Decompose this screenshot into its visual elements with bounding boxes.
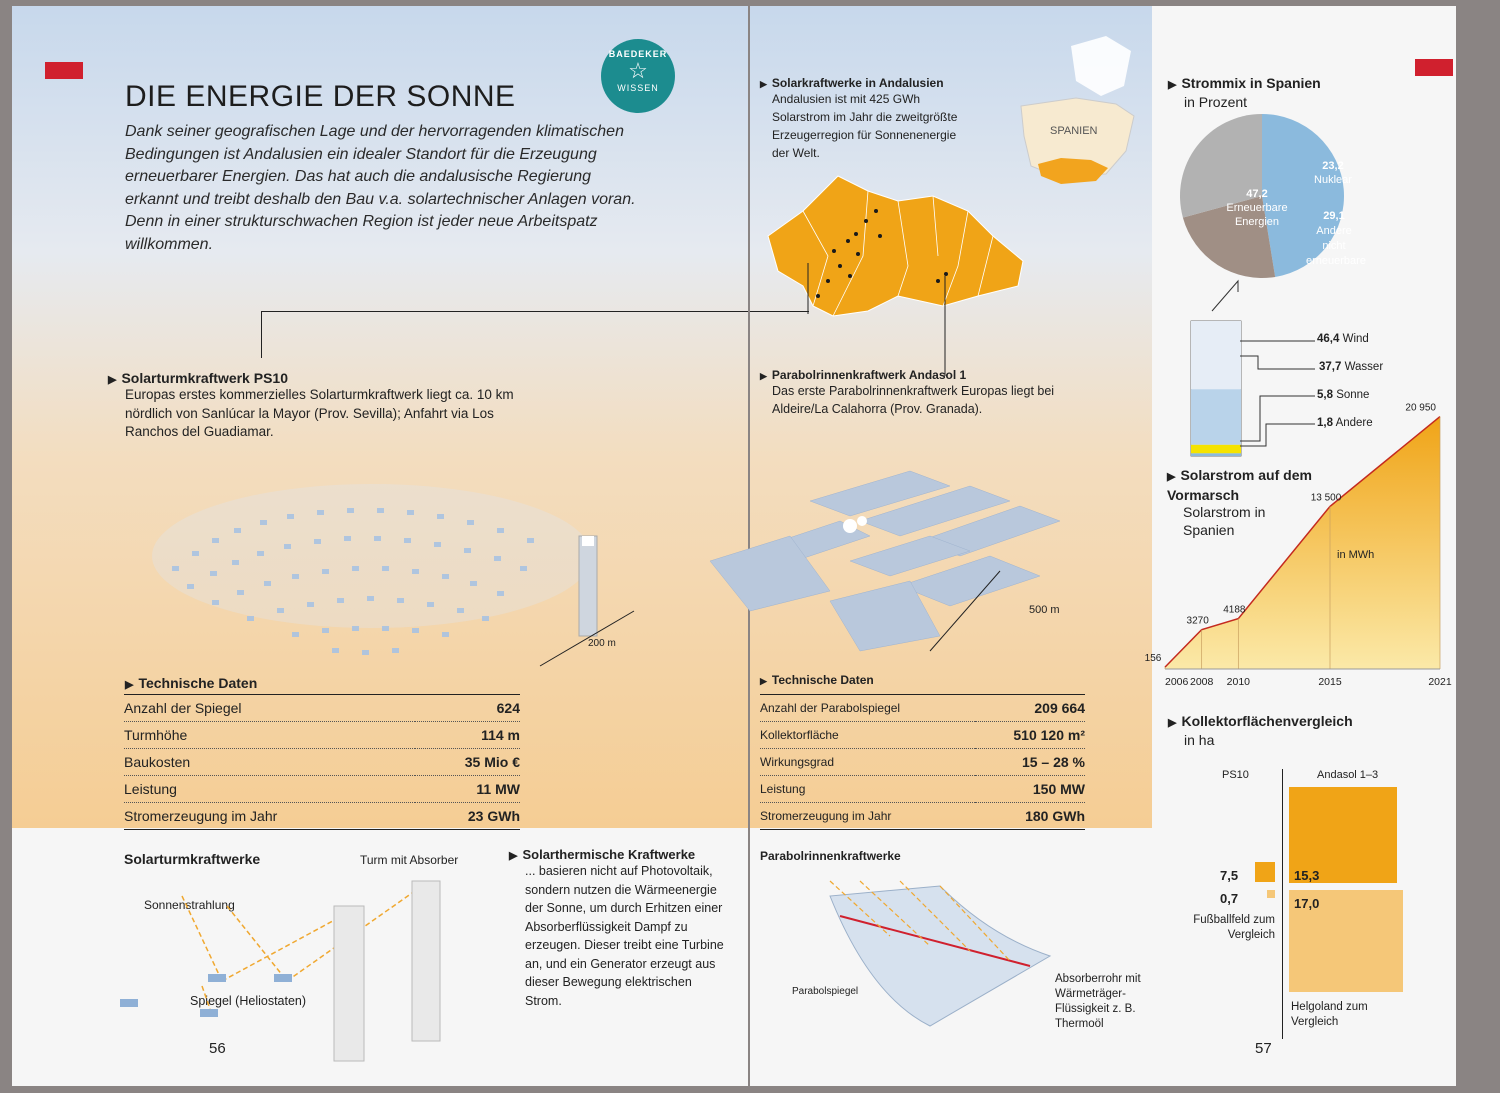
triangle-bullet-icon: ▶: [509, 850, 518, 862]
solarturm-diagram: [112, 866, 452, 1066]
triangle-bullet-icon: ▶: [125, 679, 134, 691]
bar-label-wasser: [1319, 361, 1383, 373]
strommix-title: Strommix in Spanien: [1181, 75, 1321, 91]
x-tick-label: 2021: [1428, 676, 1452, 688]
table-row: [124, 749, 520, 776]
left-page: [12, 6, 748, 1086]
slice-label-erneuerbare: [1207, 187, 1307, 229]
table-row: [124, 803, 520, 830]
kollektor-subtitle: in ha: [1184, 732, 1215, 748]
row-label: Stromerzeugung im Jahr: [760, 803, 975, 830]
andasol-text: Das erste Parabolrinnenkraftwerk Europas liegt bei Aldeire/La Calahorra (Prov. Granada).: [772, 384, 1055, 416]
andasol-scale-label: 500 m: [1029, 604, 1060, 616]
slice-value: 23,2: [1322, 160, 1344, 172]
slice-value: 47,2: [1246, 188, 1268, 200]
value-ps10: 7,5: [1220, 868, 1239, 883]
rays-label: Sonnenstrahlung: [144, 898, 235, 912]
intro-text: Dank seiner geografischen Lage und der hervorragenden klimatischen Bedingungen ist Andalusien ein idealer Standort für die Erzeugung erneuerbarer Energien. Das hat auch die andalusische Regierung erkannt und treibt deshalb den Bau v.a. solartechnischer Anlagen voran. Denn in einer strukturschwachen Region ist jeder neue Arbeitspatz willkommen.: [125, 123, 636, 253]
bar-value: 5,8: [1317, 389, 1333, 401]
kollektor-title: Kollektorflächenvergleich: [1181, 713, 1353, 729]
tech-data-left-heading: [125, 675, 257, 691]
divider-line: [1282, 769, 1283, 1039]
solartherm-title: Solarthermische Kraftwerke: [522, 847, 696, 862]
row-value: 624: [415, 695, 520, 722]
red-tab-marker: [45, 62, 83, 79]
tech-data-right-title: Technische Daten: [771, 673, 874, 687]
x-tick-label: 2008: [1189, 676, 1214, 688]
row-value: 150 MW: [975, 776, 1085, 803]
triangle-bullet-icon: ▶: [1168, 79, 1177, 91]
tech-data-left-table: [124, 694, 520, 830]
parabolic-field-illustration: [690, 461, 1070, 661]
data-label: 156: [1144, 653, 1162, 665]
row-label: Turmhöhe: [124, 722, 415, 749]
row-value: 180 GWh: [975, 803, 1085, 830]
row-label: Stromerzeugung im Jahr: [124, 803, 415, 830]
andalusien-text: Andalusien ist mit 425 GWh Solarstrom im Jahr die zweitgrößte Erzeugerregion für Sonnenenergie der Welt.: [772, 92, 958, 160]
bar-name: Wind: [1342, 333, 1369, 345]
solarstrom-subtitle: Solarstrom in Spanien: [1183, 504, 1266, 538]
slice-name: Andere nicht erneuerbare: [1306, 225, 1366, 267]
slice-label-nuklear: [1306, 159, 1360, 187]
red-tab-marker: [1415, 59, 1453, 76]
data-label: 13 500: [1310, 492, 1342, 504]
triangle-bullet-icon: ▶: [760, 79, 767, 89]
page-title: DIE ENERGIE DER SONNE: [125, 80, 516, 113]
bar-ps10: [1255, 862, 1275, 882]
solartherm-block: [509, 847, 729, 1010]
heliostat-field-illustration: [142, 476, 642, 676]
row-value: 114 m: [415, 722, 520, 749]
ps10-block: [108, 370, 528, 442]
badge-text-top: BAEDEKER: [608, 49, 668, 59]
tech-data-right-heading: [760, 673, 874, 687]
row-value: 209 664: [975, 695, 1085, 722]
solarstrom-chart: [1144, 391, 1452, 701]
row-label: Anzahl der Parabolspiegel: [760, 695, 975, 722]
value-helgoland: 17,0: [1294, 896, 1320, 911]
absorber-label: Absorberrohr mit Wärmeträger-Flüssigkeit z. B. Thermoöl: [1055, 973, 1141, 1030]
tech-data-left-title: Technische Daten: [138, 675, 258, 691]
bar-label-wind: [1317, 333, 1369, 345]
slice-name: Nuklear: [1314, 174, 1352, 186]
connector-line: [261, 311, 262, 358]
tower-label: Turm mit Absorber: [360, 853, 459, 867]
helgoland-label: Helgoland zum Vergleich: [1291, 1001, 1368, 1028]
solarstrom-unit: in MWh: [1337, 549, 1375, 561]
triangle-bullet-icon: ▶: [1168, 717, 1177, 729]
row-label: Baukosten: [124, 749, 415, 776]
bar-fussballfeld: [1267, 890, 1275, 898]
row-value: 15 – 28 %: [975, 749, 1085, 776]
connector-line: [750, 311, 809, 312]
strommix-heading: [1168, 75, 1321, 91]
kollektor-andasol-label: Andasol 1–3: [1317, 769, 1379, 781]
baedeker-wissen-badge: [601, 39, 675, 113]
table-row: [760, 803, 1085, 830]
row-value: 23 GWh: [415, 803, 520, 830]
slice-label-andere: [1306, 209, 1366, 269]
andalusien-block: [760, 76, 960, 162]
badge-text-bottom: WISSEN: [617, 83, 659, 93]
bar-name: Sonne: [1336, 389, 1370, 401]
ps10-text: Europas erstes kommerzielles Solarturmkraftwerk liegt ca. 10 km nördlich von Sanlúcar la Mayor (Prov. Sevilla); Anfahrt via Los Ranchos del Guadiamar.: [125, 387, 514, 439]
ps10-scale-label: 200 m: [588, 638, 616, 649]
right-page: [750, 6, 1456, 1086]
page-number-right: 57: [1255, 1040, 1272, 1057]
triangle-bullet-icon: ▶: [760, 371, 767, 381]
spain-label: SPANIEN: [1050, 125, 1098, 137]
slice-value: 29,1: [1323, 210, 1345, 222]
row-label: Wirkungsgrad: [760, 749, 975, 776]
row-label: Kollektorfläche: [760, 722, 975, 749]
bar-segment-wind: [1191, 321, 1241, 389]
parabol-title: Parabolrinnenkraftwerke: [760, 849, 901, 863]
row-label: Leistung: [760, 776, 975, 803]
table-row: [760, 695, 1085, 722]
bar-name: Andere: [1335, 417, 1373, 429]
table-row: [760, 722, 1085, 749]
solarstrom-title: Solarstrom auf dem Vormarsch: [1167, 467, 1312, 503]
bar-value: 46,4: [1317, 333, 1340, 345]
data-label: 3270: [1186, 615, 1209, 627]
row-value: 35 Mio €: [415, 749, 520, 776]
value-andasol: 15,3: [1294, 868, 1320, 883]
triangle-bullet-icon: ▶: [108, 374, 117, 386]
connector-line: [261, 311, 748, 312]
tech-data-right-table: [760, 694, 1085, 830]
star-icon: ☆: [628, 58, 648, 83]
parabol-mirror-label: Parabolspiegel: [792, 986, 859, 997]
table-row: [760, 749, 1085, 776]
andasol-title: Parabolrinnenkraftwerk Andasol 1: [771, 368, 967, 382]
bar-value: 37,7: [1319, 361, 1342, 373]
slice-name: Erneuerbare Energien: [1226, 202, 1288, 228]
data-label: 4188: [1223, 604, 1246, 616]
kollektor-ps10-label: PS10: [1222, 769, 1249, 781]
table-row: [124, 695, 520, 722]
data-label: 20 950: [1405, 402, 1436, 414]
andalusien-title: Solarkraftwerke in Andalusien: [771, 76, 944, 90]
ps10-title: Solarturmkraftwerk PS10: [121, 370, 288, 386]
andasol-block: [760, 368, 1060, 418]
andalusia-map: [758, 166, 1038, 326]
mirror-label: Spiegel (Heliostaten): [190, 994, 307, 1008]
bar-name: Wasser: [1344, 361, 1384, 373]
value-fussballfeld: 0,7: [1220, 891, 1239, 906]
page-number-left: 56: [209, 1040, 226, 1057]
solartherm-text: ... basieren nicht auf Photovoltaik, sondern nutzen die Wärmeenergie der Sonne, um durch Erhitzen einer Absorberflüssigkeit Dampf zu erzeugen. Dieser treibt eine Turbine an, und ein Generator erzeugt aus dieser Bewegung elektrischen Strom.: [525, 864, 724, 1008]
row-label: Leistung: [124, 776, 415, 803]
triangle-bullet-icon: ▶: [1167, 471, 1176, 483]
solarturm-title: Solarturmkraftwerke: [124, 851, 261, 867]
table-row: [760, 776, 1085, 803]
bar-value: 1,8: [1317, 417, 1333, 429]
x-tick-label: 2015: [1318, 676, 1342, 688]
area-fill: [1165, 417, 1440, 669]
strommix-subtitle: in Prozent: [1184, 94, 1248, 110]
parabolic-trough-diagram: [810, 876, 1060, 1036]
fussballfeld-label: Fußballfeld zum Vergleich: [1193, 914, 1275, 941]
triangle-bullet-icon: ▶: [760, 676, 767, 686]
row-value: 11 MW: [415, 776, 520, 803]
table-row: [124, 722, 520, 749]
x-tick-label: 2010: [1226, 676, 1251, 688]
kollektor-heading: [1168, 713, 1353, 729]
row-value: 510 120 m²: [975, 722, 1085, 749]
table-row: [124, 776, 520, 803]
x-tick-label: 2006: [1165, 676, 1189, 688]
row-label: Anzahl der Spiegel: [124, 695, 415, 722]
